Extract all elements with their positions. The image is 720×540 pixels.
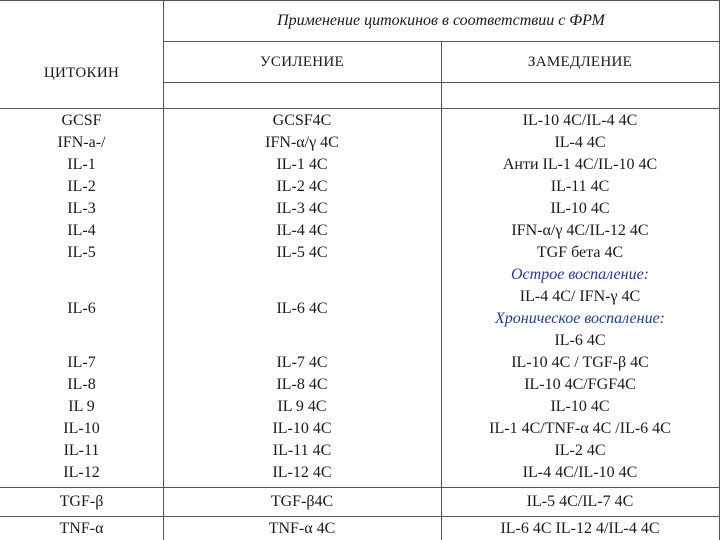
column-header-slowdown: ЗАМЕДЛЕНИЕ (527, 54, 633, 70)
cell-slowdown: IL-10 4C (550, 200, 610, 217)
cell-cytokine: IL-10 (63, 420, 100, 437)
cell-enhance: IL-11 4C (272, 442, 332, 459)
table-title: Применение цитокинов в соответствии с ФРМ (277, 12, 605, 29)
cell-enhance: IL-12 4C (272, 464, 332, 481)
table-border (0, 108, 720, 109)
cell-cytokine: GCSF (61, 112, 102, 129)
cell-slowdown: IL-6 4C (554, 332, 606, 349)
cell-enhance: IL-3 4C (276, 200, 328, 217)
cell-cytokine: IL-12 (63, 464, 100, 481)
cell-cytokine: TNF-α (59, 520, 104, 537)
cell-slowdown: IL-4 4C (554, 134, 606, 151)
cell-enhance: IL-1 4C (276, 156, 328, 173)
cell-cytokine: IL-2 (67, 178, 96, 195)
cell-cytokine: IL-3 (67, 200, 96, 217)
cell-enhance: IL 9 4C (277, 398, 327, 415)
cell-cytokine: IL-4 (67, 222, 96, 239)
cell-enhance: IL-2 4C (276, 178, 328, 195)
cell-cytokine: IL-1 (67, 156, 96, 173)
table-border (0, 516, 720, 517)
cell-enhance: TGF-β4C (270, 493, 334, 510)
cell-slowdown: IL-5 4C/IL-7 4C (526, 493, 634, 510)
column-header-enhance: УСИЛЕНИЕ (259, 54, 345, 70)
cell-enhance: GCSF4C (272, 112, 332, 129)
cell-slowdown: IFN-α/γ 4C/IL-12 4C (511, 222, 649, 239)
cell-slowdown: IL-10 4C/IL-4 4C (522, 112, 638, 129)
cell-slowdown: IL-1 4C/TNF-α 4C /IL-6 4C (489, 420, 671, 437)
cell-slowdown: TGF бета 4C (536, 244, 624, 261)
cell-slowdown: IL-10 4C (550, 398, 610, 415)
cell-enhance: IL-5 4C (276, 244, 328, 261)
cell-cytokine: IL-11 (63, 442, 100, 459)
cell-enhance: IL-8 4C (276, 376, 328, 393)
cell-cytokine: IFN-a-/ (57, 134, 106, 151)
column-header-cytokine: ЦИТОКИН (43, 65, 120, 81)
cell-slowdown: IL-10 4C/FGF4C (524, 376, 636, 393)
cell-slowdown: IL-6 4C IL-12 4/IL-4 4C (500, 520, 660, 537)
table-border (0, 0, 720, 1)
cell-cytokine: IL-6 (67, 300, 96, 317)
cell-slowdown-annotation-chronic: Хроническое воспаление: (495, 310, 665, 327)
cell-slowdown: IL-4 4C/IL-10 4C (522, 464, 638, 481)
cell-cytokine: IL-8 (67, 376, 96, 393)
cell-slowdown: IL-10 4C / TGF-β 4C (511, 354, 649, 371)
cell-cytokine: IL-5 (67, 244, 96, 261)
cell-slowdown-annotation-acute: Острое воспаление: (511, 266, 649, 283)
cell-slowdown: Анти IL-1 4C/IL-10 4C (502, 156, 658, 173)
cell-slowdown: IL-2 4C (554, 442, 606, 459)
cell-cytokine: IL 9 (68, 398, 95, 415)
cell-enhance: IL-6 4C (276, 300, 328, 317)
cell-enhance: IL-4 4C (276, 222, 328, 239)
cell-slowdown: IL-11 4C (550, 178, 610, 195)
cell-slowdown: IL-4 4C/ IFN-γ 4C (519, 288, 641, 305)
cell-enhance: IL-7 4C (276, 354, 328, 371)
cell-cytokine: IL-7 (67, 354, 96, 371)
table-border (0, 487, 720, 488)
cell-cytokine: TGF-β (59, 493, 104, 510)
cell-enhance: TNF-α 4C (268, 520, 336, 537)
cell-enhance: IFN-α/γ 4C (265, 134, 339, 151)
cell-enhance: IL-10 4C (272, 420, 332, 437)
